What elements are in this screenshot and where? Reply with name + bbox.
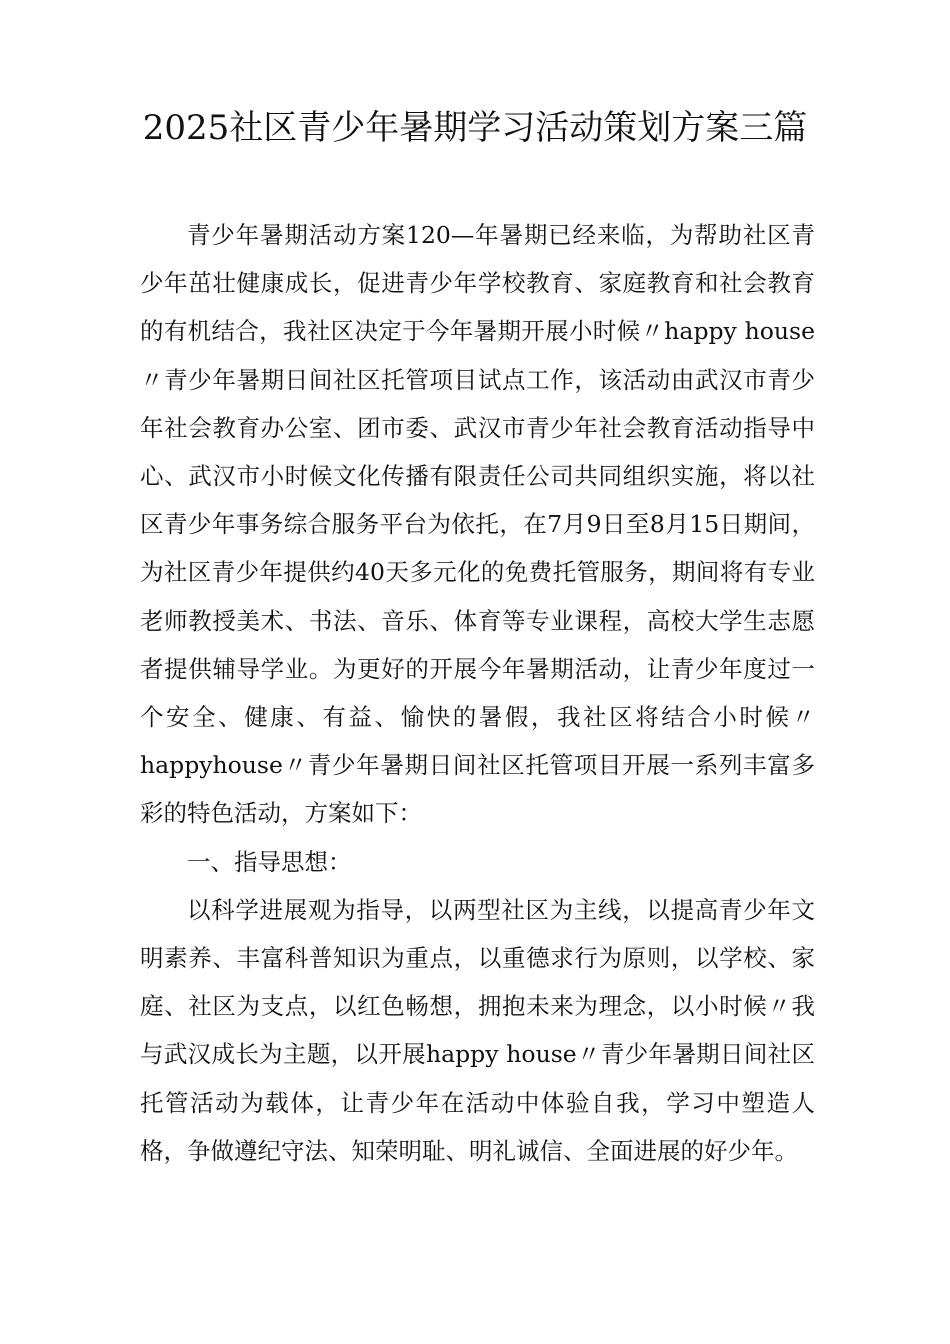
section-heading-guiding-ideology: 一、指导思想： — [187, 847, 352, 876]
document-body — [140, 211, 815, 1175]
document-title: 2025社区青少年暑期学习活动策划方案三篇 — [142, 108, 808, 148]
paragraph-guiding-ideology: 以科学进展观为指导，以两型社区为主线，以提高青少年文明素养、丰富科普知识为重点，以重德求行为原则，以学校、家庭、社区为支点，以红色畅想，拥抱未来为理念，以小时候〃我与武汉成长为主题，以开展happy house〃青少年暑期日间社区托管活动为载体，让青少年在活动中体验自我，学习中塑造人格，争做遵纪守法、知荣明耻、明礼诚信、全面进展的好少年。 — [140, 895, 815, 1165]
paragraph-intro: 青少年暑期活动方案120—年暑期已经来临，为帮助社区青少年茁壮健康成长，促进青少年学校教育、家庭教育和社会教育的有机结合，我社区决定于今年暑期开展小时候〃happy house〃青少年暑期日间社区托管项目试点工作，该活动由武汉市青少年社会教育办公室、团市委、武汉市青少年社会教育活动指导中心、武汉市小时候文化传播有限责任公司共同组织实施，将以社区青少年事务综合服务平台为依托，在7月9日至8月15日期间，为社区青少年提供约40天多元化的免费托管服务，期间将有专业老师教授美术、书法、音乐、体育等专业课程，高校大学生志愿者提供辅导学业。为更好的开展今年暑期活动，让青少年度过一个安全、健康、有益、愉快的暑假，我社区将结合小时候〃happyhouse〃青少年暑期日间社区托管项目开展一系列丰富多彩的特色活动，方案如下： — [140, 221, 815, 828]
